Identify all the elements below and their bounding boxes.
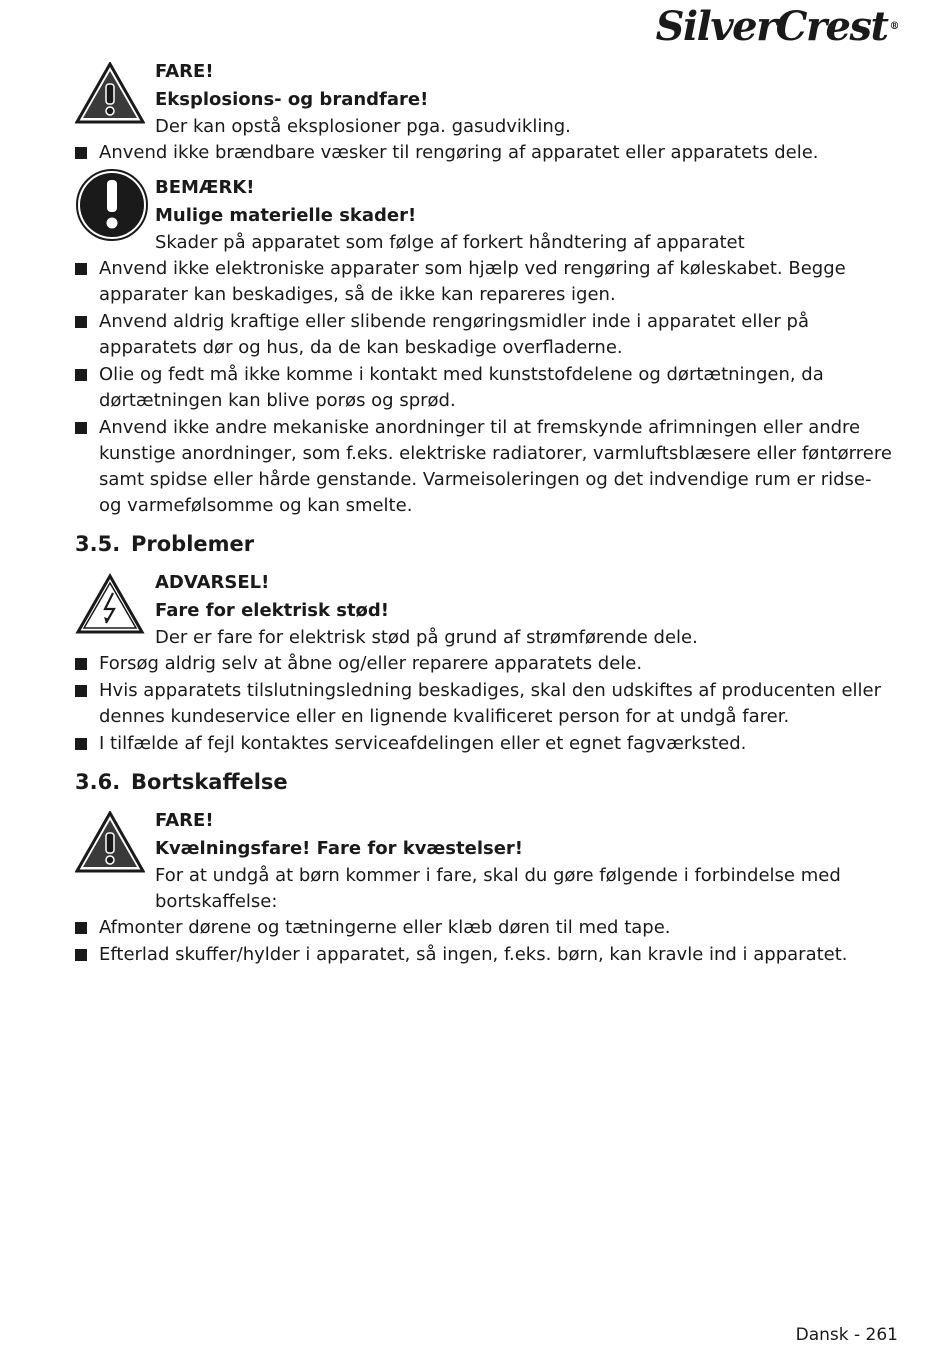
electric-shock-triangle-icon [75, 573, 145, 635]
list-item [75, 915, 895, 941]
list-item-text: Forsøg aldrig selv at åbne og/eller reparere apparatets dele. [99, 653, 643, 674]
list-item-text: Efterlad skuffer/hylder i apparatet, så ingen, f.eks. børn, kan kravle ind i apparatet. [99, 944, 848, 965]
section-title: Bortskaffelse [131, 770, 288, 794]
section-heading-3-5 [75, 529, 895, 559]
hazard-text: Skader på apparatet som følge af forkert håndtering af apparatet [155, 232, 745, 253]
square-bullet-icon [75, 738, 87, 750]
section-title: Problemer [131, 532, 255, 556]
square-bullet-icon [75, 316, 87, 328]
hazard-text: Der kan opstå eksplosioner pga. gasudvikling. [155, 116, 571, 137]
bullet-list [75, 256, 895, 519]
list-item [75, 140, 895, 166]
list-item [75, 678, 895, 730]
hazard-title: Mulige materielle skader! [155, 205, 417, 226]
hazard-title: Fare for elektrisk stød! [155, 600, 390, 621]
bullet-list [75, 140, 895, 166]
list-item-text: Anvend ikke elektroniske apparater som hjælp ved rengøring af køleskabet. Begge apparater kan beskadiges, så de ikke kan repareres igen. [99, 258, 846, 305]
list-item-text: Anvend ikke andre mekaniske anordninger til at fremskynde afrimningen eller andre kunstige anordninger, som f.eks. elektriske radiatorer, varmluftsblæsere eller føntørrere samt spidse eller hårde genstande. Varmeisoleringen og det indvendige rum er ridse- og varmefølsomme og kan smelte. [99, 417, 892, 516]
signal-word: BEMÆRK! [155, 177, 255, 198]
list-item [75, 942, 895, 968]
notice-bemaerk-damage [75, 174, 895, 256]
hazard-text: Der er fare for elektrisk stød på grund af strømførende dele. [155, 627, 698, 648]
square-bullet-icon [75, 369, 87, 381]
page-number: Dansk - 261 [795, 1325, 898, 1345]
square-bullet-icon [75, 922, 87, 934]
list-item-text: Hvis apparatets tilslutningsledning beskadiges, skal den udskiftes af producenten eller dennes kundeservice eller en lignende kvalificeret person for at undgå farer. [99, 680, 881, 727]
hazard-title: Eksplosions- og brandfare! [155, 89, 429, 110]
square-bullet-icon [75, 263, 87, 275]
list-item-text: Anvend aldrig kraftige eller slibende rengøringsmidler inde i apparatet eller på apparatets dør og hus, da de kan beskadige overfladerne. [99, 311, 809, 358]
bullet-list [75, 915, 895, 968]
notice-fare-suffocation [75, 807, 895, 915]
bullet-list [75, 651, 895, 757]
square-bullet-icon [75, 658, 87, 670]
section-heading-3-6 [75, 767, 895, 797]
list-item [75, 256, 895, 308]
signal-word: ADVARSEL! [155, 572, 270, 593]
section-number: 3.5. [75, 532, 121, 556]
exclamation-circle-icon [75, 168, 149, 242]
list-item-text: Olie og fedt må ikke komme i kontakt med kunststofdelene og dørtætningen, da dørtætningen kan blive porøs og sprød. [99, 364, 824, 411]
page-content [75, 58, 895, 969]
warning-triangle-icon [75, 62, 145, 124]
signal-word: FARE! [155, 61, 214, 82]
list-item-text: Afmonter dørene og tætningerne eller klæb døren til med tape. [99, 917, 671, 938]
list-item-text: I tilfælde af fejl kontaktes serviceafdelingen eller et egnet fagværksted. [99, 733, 747, 754]
registered-mark: ® [889, 21, 898, 32]
list-item [75, 731, 895, 757]
signal-word: FARE! [155, 810, 214, 831]
logo-text: SilverCrest [655, 3, 888, 50]
hazard-text: For at undgå at børn kommer i fare, skal du gøre følgende i forbindelse med bortskaffelse: [155, 865, 841, 912]
list-item [75, 309, 895, 361]
list-item [75, 415, 895, 519]
notice-fare-explosion [75, 58, 895, 140]
square-bullet-icon [75, 949, 87, 961]
list-item [75, 362, 895, 414]
section-number: 3.6. [75, 770, 121, 794]
square-bullet-icon [75, 685, 87, 697]
list-item [75, 651, 895, 677]
hazard-title: Kvælningsfare! Fare for kvæstelser! [155, 838, 523, 859]
square-bullet-icon [75, 147, 87, 159]
notice-advarsel-electric [75, 569, 895, 651]
list-item-text: Anvend ikke brændbare væsker til rengøring af apparatet eller apparatets dele. [99, 142, 819, 163]
silvercrest-logo [656, 4, 898, 50]
square-bullet-icon [75, 422, 87, 434]
warning-triangle-icon [75, 811, 145, 873]
